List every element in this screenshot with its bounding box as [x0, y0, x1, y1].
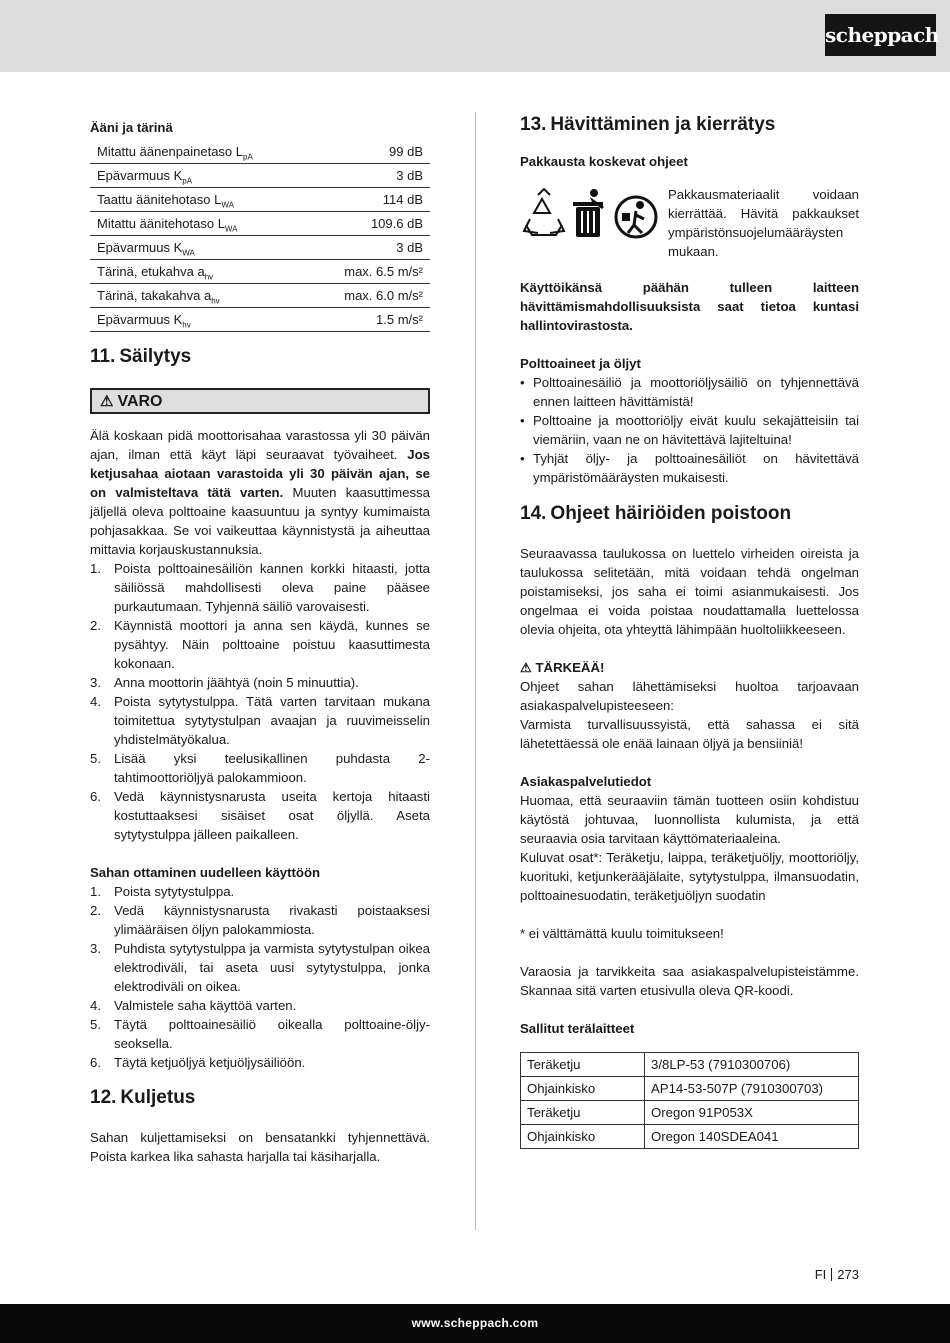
- blade-row: [521, 1125, 859, 1149]
- spare-parts-text: Varaosia ja tarvikkeita saa asiakaspalvelupisteistämme. Skannaa sitä varten etusivulla oleva QR-koodi.: [520, 964, 859, 998]
- noise-row: [90, 236, 430, 260]
- important-text: Ohjeet sahan lähettämiseksi huoltoa tarjoavaan asiakaspalvelupisteeseen:: [520, 679, 859, 713]
- blade-row: [521, 1053, 859, 1077]
- section-12-title: 12. Kuljetus: [90, 1087, 196, 1108]
- step-item: 3. Anna moottorin jäähtyä (noin 5 minuuttia).: [90, 675, 359, 690]
- storage-steps: [90, 559, 430, 844]
- noise-row: [90, 212, 430, 236]
- noise-value: max. 6.5 m/s²: [310, 260, 430, 284]
- blade-row: [521, 1077, 859, 1101]
- noise-label: Taattu äänitehotaso $L_{WA}$: [90, 188, 310, 212]
- fuel-item: • Polttoaine ja moottoriöljy eivät kuulu sekajätteisiin tai viemäriin, vaan ne on hävitettävä lajiteltuina!: [520, 411, 859, 449]
- blade-type: Ohjainkisko: [521, 1125, 645, 1149]
- noise-value: 1.5 m/s²: [310, 308, 430, 332]
- blade-type: Teräketju: [521, 1101, 645, 1125]
- noise-label: Mitattu äänenpainetaso $L_{pA}$: [90, 140, 310, 164]
- top-bar: [0, 0, 950, 72]
- noise-row: [90, 284, 430, 308]
- noise-value: 3 dB: [310, 236, 430, 260]
- blade-model: Oregon 91P053X: [645, 1101, 859, 1125]
- footer-url: www.scheppach.com: [0, 1304, 950, 1343]
- step-item: 6. Täytä ketjuöljyä ketjuöljysäiliöön.: [90, 1055, 306, 1070]
- step-item: 3. Puhdista sytytystulppa ja varmista sytytystulpan oikea elektrodiväli, tai aseta uusi sytytystulppa, jonka elektrodiväli on oikea.: [90, 941, 430, 994]
- important-text-2: Varmista turvallisuussyistä, että sahassa ei sitä lähetettäessä ole enää lainaan öljyä ja bensiiniä!: [520, 717, 859, 751]
- noise-label: Tärinä, takakahva $a_{hv}$: [90, 284, 310, 308]
- storage-paragraph: Älä koskaan pidä moottorisahaa varastossa yli 30 päivän ajan, ilman että käyt läpi seuraavat työvaiheet. Jos ketjusahaa aiotaan varastoida yli 30 päivän ajan, se on valmisteltava tätä varten. Muuten kaasuttimessa jäljellä oleva polttoaine kaasuuntuu ja syntyy kumimaista pohjasakkaa. Se voi vaikeuttaa käynnistystä ja aiheuttaa mittavia korjauskustannuksia.: [90, 428, 430, 557]
- fuel-item: • Polttoainesäiliö ja moottoriöljysäiliö on tyhjennettävä ennen laitteen hävittämistä!: [520, 373, 859, 411]
- fuel-item: • Tyhjät öljy- ja polttoainesäiliöt on hävitettävä ympäristömääräysten mukaisesti.: [520, 449, 859, 487]
- step-item: 4. Poista sytytystulppa. Tätä varten tarvitaan mukana toimitettua sytytystulpan avaajan ja ruuvimeisselin yhdistelmätyökalua.: [90, 694, 430, 747]
- transport-text: Sahan kuljettamiseksi on bensatankki tyhjennettävä. Poista karkea lika sahasta harjalla tai käsiharjalla.: [90, 1130, 430, 1164]
- section-13-title: 13. Hävittäminen ja kierrätys: [520, 114, 776, 135]
- noise-label: Epävarmuus $K_{WA}$: [90, 236, 310, 260]
- noise-row: [90, 260, 430, 284]
- disposal-info: Käyttöikänsä päähän tulleen laitteen hävittämismahdollisuuksista saat tietoa kuntasi hallintovirastosta.: [520, 280, 859, 333]
- noise-value: 99 dB: [310, 140, 430, 164]
- fuel-heading: Polttoaineet ja öljyt: [520, 356, 641, 371]
- step-item: 1. Poista polttoainesäiliön kannen korkki hitaasti, jotta säiliössä mahdollisesti oleva paine pääsee purkautumaan. Tyhjennä säiliö varovaisesti.: [90, 561, 430, 614]
- warning-icon: ⚠: [520, 660, 536, 675]
- blades-table: [520, 1052, 859, 1149]
- noise-value: 3 dB: [310, 164, 430, 188]
- noise-heading: Ääni ja tärinä: [90, 120, 173, 135]
- reuse-steps: [90, 882, 430, 1072]
- step-item: 2. Vedä käynnistysnarusta rivakasti poistaaksesi ylimääräisen öljyn palokammiosta.: [90, 903, 430, 937]
- step-item: 5. Lisää yksi teelusikallinen puhdasta 2-tahtimoottoriöljyä palokammioon.: [90, 751, 430, 785]
- service-heading: Asiakaspalvelutiedot: [520, 774, 652, 789]
- step-item: 1. Poista sytytystulppa.: [90, 884, 235, 899]
- blade-model: 3/8LP-53 (7910300706): [645, 1053, 859, 1077]
- blades-heading: Sallitut terälaitteet: [520, 1021, 635, 1036]
- noise-value: max. 6.0 m/s²: [310, 284, 430, 308]
- waste-bin-icon: [573, 189, 604, 237]
- blade-model: Oregon 140SDEA041: [645, 1125, 859, 1149]
- noise-value: 109.6 dB: [310, 212, 430, 236]
- footnote: * ei välttämättä kuulu toimitukseen!: [520, 926, 724, 941]
- noise-table: [90, 140, 430, 332]
- recycling-icons: [520, 185, 668, 245]
- fuel-list: [520, 373, 859, 487]
- step-item: 4. Valmistele saha käyttöä varten.: [90, 998, 297, 1013]
- blade-model: AP14-53-507P (7910300703): [645, 1077, 859, 1101]
- recycling-block: [520, 185, 859, 261]
- noise-row: [90, 308, 430, 332]
- noise-value: 114 dB: [310, 188, 430, 212]
- noise-label: Epävarmuus $K_{hv}$: [90, 308, 310, 332]
- left-column: [90, 118, 430, 1166]
- column-divider: [475, 112, 476, 1230]
- caution-box: [90, 388, 430, 414]
- troubleshoot-intro: Seuraavassa taulukossa on luettelo virheiden oireista ja taulukossa selitetään, mitä voidaan tehdä ongelman poistamiseksi, jos saha ei toimi asianmukaisesti. Jos ongelmaa ei voida poistaa noudattamalla luettelossa olevia ohjeita, ota yhteyttä lähimpään huoltoliikkeeseen.: [520, 546, 859, 637]
- noise-label: Mitattu äänitehotaso $L_{WA}$: [90, 212, 310, 236]
- step-item: 5. Täytä polttoainesäiliö oikealla polttoaine-öljy-seoksella.: [90, 1017, 430, 1051]
- blade-type: Ohjainkisko: [521, 1077, 645, 1101]
- noise-row: [90, 188, 430, 212]
- step-item: 6. Vedä käynnistysnarusta useita kertoja hitaasti kostuttaaksesi sisäiset osat öljyllä. Aseta sytytystulppa jälleen paikalleen.: [90, 789, 430, 842]
- reuse-heading: Sahan ottaminen uudelleen käyttöön: [90, 865, 321, 880]
- noise-row: [90, 140, 430, 164]
- section-11-title: 11. Säilytys: [90, 346, 192, 367]
- important-heading: ⚠ TÄRKEÄÄ!: [520, 660, 605, 675]
- blade-row: [521, 1101, 859, 1125]
- blade-type: Teräketju: [521, 1053, 645, 1077]
- dispose-properly-icon: [616, 197, 656, 237]
- wear-parts-text: Kuluvat osat*: Teräketju, laippa, teräketjuöljy, moottoriöljy, kuorituki, ketjunkerääjälaite, sytytystulppa, ilmansuodatin, polttoainesuodatin, teräketjuöljyn suodatin: [520, 850, 859, 903]
- right-column: [520, 112, 859, 1149]
- caution-label: VARO: [117, 393, 163, 410]
- noise-label: Epävarmuus $K_{pA}$: [90, 164, 310, 188]
- step-item: 2. Käynnistä moottori ja anna sen käydä, kunnes se pysähtyy. Näin polttoaine poistuu kaasuttimesta kokonaan.: [90, 618, 430, 671]
- section-14-title: 14. Ohjeet häiriöiden poistoon: [520, 503, 792, 524]
- packaging-text: Pakkausmateriaalit voidaan kierrättää. Hävitä pakkaukset ympäristönsuojelumääräysten mukaan.: [668, 187, 859, 259]
- warning-icon: ⚠: [100, 393, 114, 410]
- noise-label: Tärinä, etukahva $a_{hv}$: [90, 260, 310, 284]
- noise-row: [90, 164, 430, 188]
- page-number: FI 273: [814, 1267, 859, 1282]
- service-text: Huomaa, että seuraaviin tämän tuotteen osiin kohdistuu käytöstä johtuvaa, luonnollista kulumista, ja että seuraavia osia tarvitaan käyttömateriaaleina.: [520, 793, 859, 846]
- recycle-arrows-icon: [524, 189, 564, 235]
- scheppach-logo: scheppach: [825, 14, 936, 56]
- packaging-heading: Pakkausta koskevat ohjeet: [520, 154, 688, 169]
